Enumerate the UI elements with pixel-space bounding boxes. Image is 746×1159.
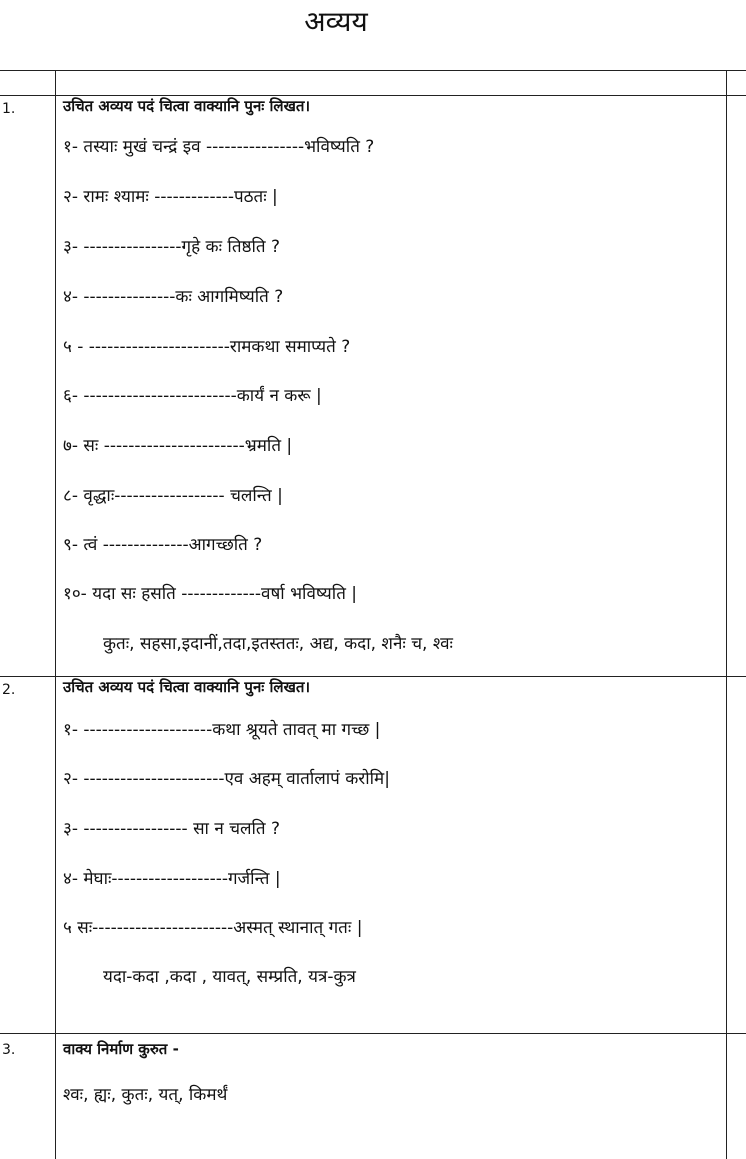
question-number: 1. (2, 101, 16, 117)
question-number: 3. (2, 1042, 16, 1058)
sentence-line: ५ - -----------------------रामकथा समाप्यते ? (63, 337, 351, 357)
sentence-line: ४- मेघाः-------------------गर्जन्ति | (63, 869, 281, 889)
row-divider-2-3 (0, 1033, 746, 1034)
sentence-line: श्वः, ह्यः, कुतः, यत्, किमर्थं (63, 1085, 228, 1105)
page-title: अव्यय (304, 5, 368, 38)
sentence-line: ३- ----------------- सा न चलति ? (63, 819, 281, 839)
sentence-line: ६- -------------------------कार्यं न करू | (63, 386, 322, 406)
column-divider-number (55, 70, 56, 1159)
sentence-line: १- ---------------------कथा श्रूयते तावत् मा गच्छ | (63, 720, 381, 740)
question-heading: उचित अव्यय पदं चित्वा वाक्यानि पुनः लिखत। (63, 678, 311, 696)
sentence-line: २- रामः श्यामः -------------पठतः | (63, 187, 278, 207)
question-heading: उचित अव्यय पदं चित्वा वाक्यानि पुनः लिखत। (63, 97, 311, 115)
table-top-border (0, 70, 746, 71)
sentence-line: १- तस्याः मुखं चन्द्रं इव ----------------भविष्यति ? (63, 137, 375, 157)
question-heading: वाक्य निर्माण कुरुत - (63, 1040, 179, 1058)
column-divider-right (726, 70, 727, 1159)
sentence-line: ३- ----------------गृहे कः तिष्ठति ? (63, 237, 281, 257)
sentence-line: ९- त्वं --------------आगच्छति ? (63, 535, 263, 555)
sentence-line: ५ सः-----------------------अस्मत् स्थानात् गतः | (63, 918, 363, 938)
word-options: कुतः, सहसा,इदानीं,तदा,इतस्ततः, अद्य, कदा, शनैः च, श्वः (103, 634, 453, 654)
question-number: 2. (2, 682, 16, 698)
sentence-line: १०- यदा सः हसति -------------वर्षा भविष्यति | (63, 584, 358, 604)
word-options: यदा-कदा ,कदा , यावत्, सम्प्रति, यत्र-कुत्र (103, 967, 356, 987)
sentence-line: ७- सः -----------------------भ्रमति | (63, 436, 293, 456)
sentence-line: ४- ---------------कः आगमिष्यति ? (63, 287, 284, 307)
sentence-line: २- -----------------------एव अहम् वार्तालापं करोमि| (63, 769, 390, 789)
sentence-line: ८- वृद्धाः------------------ चलन्ति | (63, 486, 283, 506)
